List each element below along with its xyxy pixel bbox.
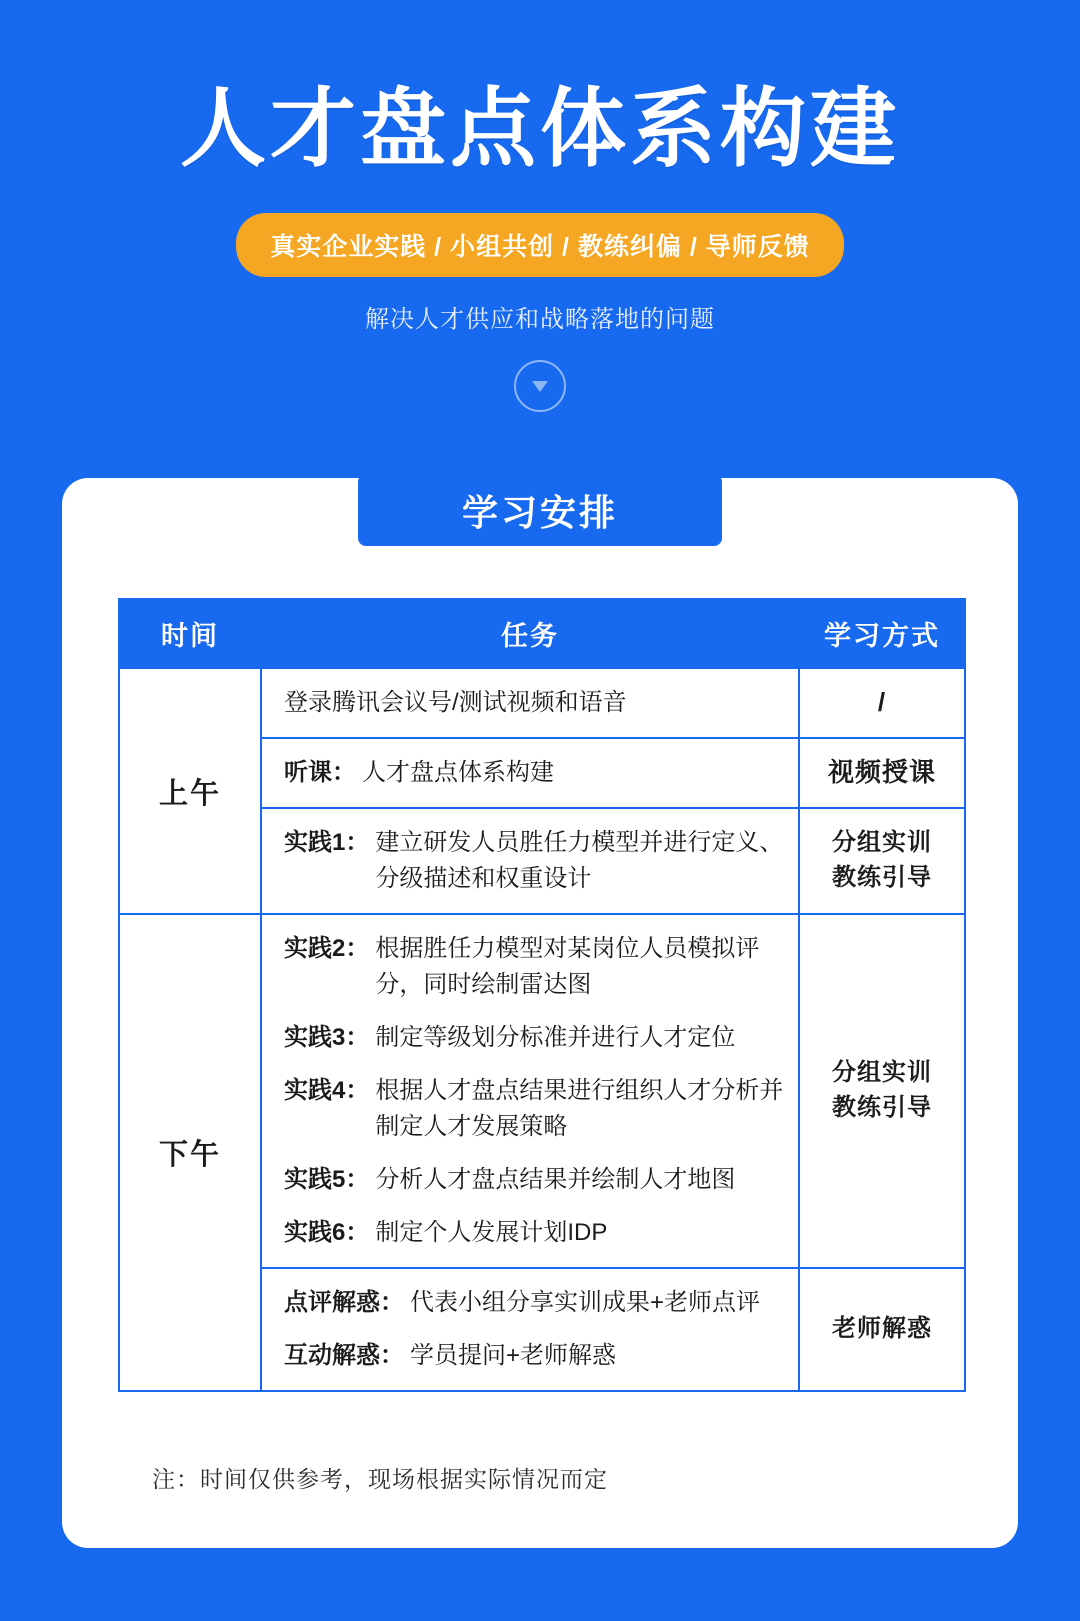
task-line (284, 685, 788, 721)
task-text: 学员提问+老师解惑 (410, 1342, 617, 1369)
task-label: 互动解惑： (284, 1342, 404, 1369)
task-text: 登录腾讯会议号/测试视频和语音 (284, 689, 627, 716)
task-line (284, 931, 788, 1003)
cell-task (261, 1268, 799, 1391)
task-label: 听课： (284, 759, 356, 786)
task-line (284, 825, 788, 897)
task-line (284, 1020, 788, 1056)
task-label: 实践1： (284, 829, 370, 856)
task-line (284, 1073, 788, 1145)
cell-learning-mode: 老师解惑 (799, 1268, 965, 1391)
schedule-note: 注：时间仅供参考，现场根据实际情况而定 (152, 1466, 608, 1492)
features-badge: 真实企业实践 / 小组共创 / 教练纠偏 / 导师反馈 (236, 213, 844, 277)
schedule-card-title: 学习安排 (461, 491, 618, 533)
chevron-down-icon (514, 360, 566, 412)
task-text: 制定等级划分标准并进行人才定位 (375, 1024, 736, 1051)
task-label: 实践3： (284, 1024, 370, 1051)
table-row (119, 914, 965, 1268)
cell-task (261, 808, 799, 914)
task-text: 制定个人发展计划IDP (375, 1219, 608, 1246)
task-label: 点评解惑： (284, 1289, 404, 1316)
cell-task (261, 738, 799, 808)
cell-time: 下午 (119, 914, 261, 1391)
table-header-row (119, 599, 965, 668)
task-text: 根据人才盘点结果进行组织人才分析并制定人才发展策略 (375, 1077, 784, 1140)
cell-learning-mode: 视频授课 (799, 738, 965, 808)
task-text: 人才盘点体系构建 (362, 759, 554, 786)
table-head (119, 599, 965, 668)
cell-task (261, 668, 799, 738)
page-subtitle: 解决人才供应和战略落地的问题 (365, 306, 715, 334)
highlights-row (0, 213, 1080, 277)
task-text: 建立研发人员胜任力模型并进行定义、分级描述和权重设计 (375, 829, 784, 892)
schedule-card (62, 478, 1018, 1548)
task-label: 实践2： (284, 935, 370, 962)
task-text: 分析人才盘点结果并绘制人才地图 (375, 1166, 736, 1193)
cell-learning-mode: 分组实训 教练引导 (799, 914, 965, 1268)
task-text: 代表小组分享实训成果+老师点评 (410, 1289, 761, 1316)
task-line (284, 1285, 788, 1321)
task-line (284, 1338, 788, 1374)
task-text: 根据胜任力模型对某岗位人员模拟评分，同时绘制雷达图 (375, 935, 760, 998)
poster-header (0, 0, 1080, 412)
column-header-task: 任务 (261, 599, 799, 668)
column-header-time: 时间 (119, 599, 261, 668)
cell-learning-mode: / (799, 668, 965, 738)
page-title: 人才盘点体系构建 (180, 81, 900, 177)
task-line (284, 1215, 788, 1251)
task-line (284, 755, 788, 791)
task-label: 实践6： (284, 1219, 370, 1246)
column-header-mode: 学习方式 (799, 599, 965, 668)
task-label: 实践5： (284, 1166, 370, 1193)
schedule-card-tab (358, 474, 722, 546)
cell-learning-mode: 分组实训 教练引导 (799, 808, 965, 914)
table-row (119, 668, 965, 738)
cell-task (261, 914, 799, 1268)
schedule-table-wrapper (118, 598, 964, 1392)
cell-time: 上午 (119, 668, 261, 914)
task-line (284, 1162, 788, 1198)
schedule-table (118, 598, 966, 1392)
task-label: 实践4： (284, 1077, 370, 1104)
table-body (119, 668, 965, 1391)
